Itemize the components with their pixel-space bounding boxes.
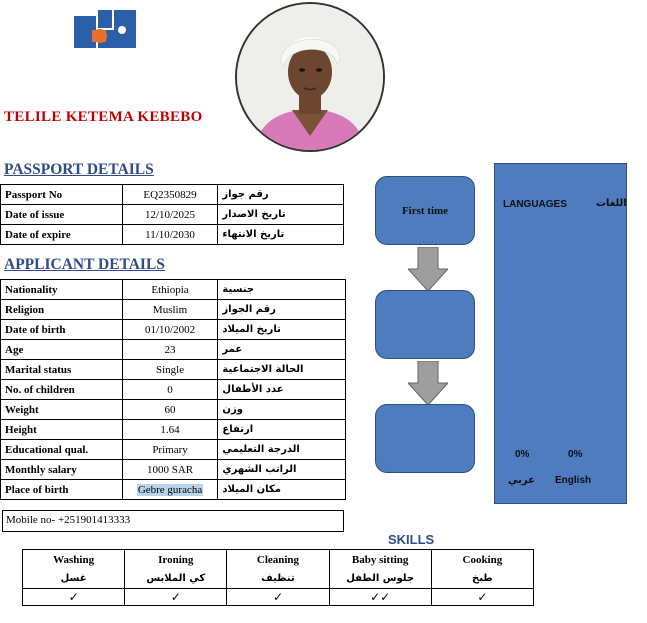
skill-name-arabic: غسل: [23, 570, 125, 589]
passport-section-title: PASSPORT DETAILS: [4, 161, 154, 178]
applicant-value: Single: [122, 360, 218, 380]
applicant-arabic-label: الراتب الشهري: [218, 460, 346, 480]
languages-title-arabic: اللغات: [596, 198, 627, 209]
languages-title: LANGUAGES: [503, 199, 567, 210]
flow-arrow-2: [408, 361, 448, 410]
highlighted-value: Gebre guracha: [137, 483, 203, 496]
skill-name: Cleaning: [227, 550, 329, 570]
passport-label: Date of issue: [1, 205, 123, 225]
applicant-label: Nationality: [1, 280, 123, 300]
skill-name-arabic: طبخ: [431, 570, 533, 589]
applicant-label: Place of birth: [1, 480, 123, 500]
applicant-arabic-label: الحالة الاجتماعية: [218, 360, 346, 380]
applicant-arabic-label: رقم الجواز: [218, 300, 346, 320]
applicant-value: 0: [122, 380, 218, 400]
applicant-arabic-label: مكان الميلاد: [218, 480, 346, 500]
applicant-row: [1, 420, 346, 440]
candidate-name: TELILE KETEMA KEBEBO: [4, 109, 203, 125]
applicant-arabic-label: تاريخ الميلاد: [218, 320, 346, 340]
skills-title: SKILLS: [388, 532, 435, 547]
applicant-label: Monthly salary: [1, 460, 123, 480]
skill-name-arabic: جلوس الطفل: [329, 570, 431, 589]
applicant-arabic-label: ارتفاع: [218, 420, 346, 440]
passport-table: [0, 184, 344, 245]
applicant-label: Weight: [1, 400, 123, 420]
skill-check: ✓: [431, 589, 533, 606]
skill-check: ✓: [227, 589, 329, 606]
skill-name-arabic: تنظيف: [227, 570, 329, 589]
passport-value: 11/10/2030: [122, 225, 218, 245]
language-arabic-percent: 0%: [515, 449, 530, 460]
company-logo: [70, 8, 142, 52]
passport-row: [1, 225, 344, 245]
language-english-percent: 0%: [568, 449, 583, 460]
applicant-value: 1000 SAR: [122, 460, 218, 480]
applicant-table: [0, 279, 346, 500]
applicant-label: Height: [1, 420, 123, 440]
applicant-row: [1, 440, 346, 460]
applicant-value: Ethiopia: [122, 280, 218, 300]
applicant-row: [1, 300, 346, 320]
passport-arabic-label: رقم جواز: [218, 185, 344, 205]
passport-arabic-label: تاريخ الانتهاء: [218, 225, 344, 245]
skill-check: ✓: [125, 589, 227, 606]
passport-label: Date of expire: [1, 225, 123, 245]
applicant-arabic-label: الدرجة التعليمي: [218, 440, 346, 460]
passport-row: [1, 205, 344, 225]
skill-name: Cooking: [431, 550, 533, 570]
applicant-label: Marital status: [1, 360, 123, 380]
languages-panel: [494, 163, 627, 504]
flow-box-1-label: First time: [401, 204, 449, 217]
applicant-value: 23: [122, 340, 218, 360]
passport-value: 12/10/2025: [122, 205, 218, 225]
skill-name-arabic: كي الملابس: [125, 570, 227, 589]
skill-name: Washing: [23, 550, 125, 570]
language-english-label: English: [555, 475, 592, 486]
skill-check: ✓: [23, 589, 125, 606]
applicant-row: [1, 460, 346, 480]
applicant-label: Age: [1, 340, 123, 360]
applicant-arabic-label: عدد الأطفال: [218, 380, 346, 400]
applicant-value: Muslim: [122, 300, 218, 320]
applicant-row: [1, 480, 346, 500]
applicant-value: 60: [122, 400, 218, 420]
applicant-label: Religion: [1, 300, 123, 320]
applicant-label: Date of birth: [1, 320, 123, 340]
applicant-arabic-label: عمر: [218, 340, 346, 360]
flow-box-2: [375, 290, 475, 359]
applicant-arabic-label: جنسية: [218, 280, 346, 300]
skill-check: ✓✓: [329, 589, 431, 606]
mobile-number: Mobile no- +251901413333: [2, 510, 344, 532]
applicant-row: [1, 340, 346, 360]
applicant-row: [1, 400, 346, 420]
applicant-value: [122, 480, 218, 500]
language-arabic-label: عربي: [508, 475, 535, 486]
passport-label: Passport No: [1, 185, 123, 205]
passport-arabic-label: تاريخ الاصدار: [218, 205, 344, 225]
skill-name: Baby sitting: [329, 550, 431, 570]
applicant-value: 01/10/2002: [122, 320, 218, 340]
passport-value: EQ2350829: [122, 185, 218, 205]
applicant-value: Primary: [122, 440, 218, 460]
applicant-arabic-label: وزن: [218, 400, 346, 420]
applicant-section-title: APPLICANT DETAILS: [4, 256, 165, 273]
flow-box-1: [375, 176, 475, 245]
applicant-label: No. of children: [1, 380, 123, 400]
skills-table: [22, 549, 534, 606]
flow-arrow-1: [408, 247, 448, 296]
applicant-label: Educational qual.: [1, 440, 123, 460]
passport-row: [1, 185, 344, 205]
candidate-photo: [235, 2, 385, 152]
applicant-row: [1, 360, 346, 380]
flow-box-3: [375, 404, 475, 473]
applicant-row: [1, 380, 346, 400]
applicant-row: [1, 320, 346, 340]
applicant-row: [1, 280, 346, 300]
applicant-value: 1.64: [122, 420, 218, 440]
skill-name: Ironing: [125, 550, 227, 570]
